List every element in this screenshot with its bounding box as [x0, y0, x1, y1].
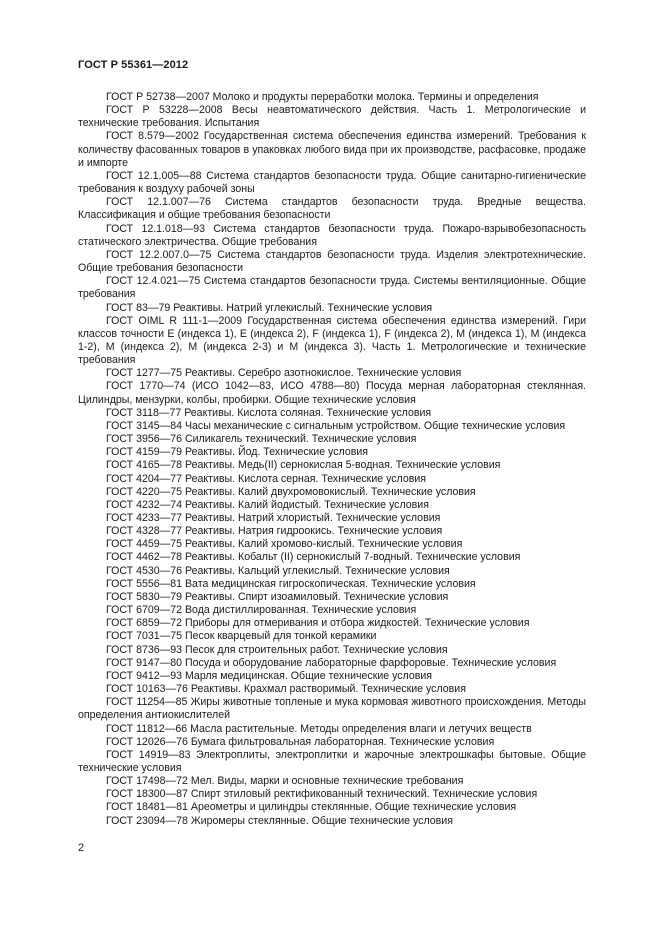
reference-entry: ГОСТ 18300—87 Спирт этиловый ректификованный технический. Технические условия — [106, 788, 538, 801]
reference-entry: ГОСТ 8.579—2002 Государственная система обеспечения единства измерений. Требования к количеству фасованных товаров в упаковках любого вида при их производстве, расфасовке, продаже и импорте — [78, 130, 586, 169]
reference-entry: ГОСТ 9147—80 Посуда и оборудование лабораторные фарфоровые. Технические условия — [106, 656, 557, 669]
reference-entry: ГОСТ 18481—81 Ареометры и цилиндры стеклянные. Общие технические условия — [106, 801, 517, 814]
reference-entry: ГОСТ 11812—66 Масла растительные. Методы определения влаги и летучих веществ — [106, 722, 532, 735]
reference-entry: ГОСТ 14919—83 Электроплиты, электроплитки и жарочные электрошкафы бытовые. Общие технические условия — [78, 748, 586, 774]
reference-entry: ГОСТ 4165—78 Реактивы. Медь(II) сернокислая 5-водная. Технические условия — [106, 459, 501, 472]
reference-entry: ГОСТ OIML R 111-1—2009 Государственная система обеспечения единства измерений. Гири классов точности E (индекса 1), E (индекса 2), F (индекса 1), F (индекса 2), M (индекса 1), M (индекса 1-2), M (индекса 2), M (индекса 2-3) и M (индекса 3). Часть 1. Метрологические и технические требования — [78, 314, 586, 367]
document-header: ГОСТ Р 55361—2012 — [78, 59, 189, 71]
reference-entry: ГОСТ 4459—75 Реактивы. Калий хромово-кислый. Технические условия — [106, 538, 463, 551]
reference-entry: ГОСТ 4462—78 Реактивы. Кобальт (II) сернокислый 7-водный. Технические условия — [106, 551, 521, 564]
reference-entry: ГОСТ Р 52738—2007 Молоко и продукты переработки молока. Термины и определения — [106, 91, 539, 103]
reference-entry: ГОСТ 4159—79 Реактивы. Йод. Технические условия — [106, 446, 369, 459]
reference-entry: ГОСТ 12026—76 Бумага фильтровальная лабораторная. Технические условия — [106, 735, 495, 748]
reference-entry: ГОСТ 4204—77 Реактивы. Кислота серная. Технические условия — [106, 472, 427, 485]
reference-entry: ГОСТ 12.1.018—93 Система стандартов безопасности труда. Пожаро-взрывобезопасность статического электричества. Общие требования — [78, 222, 586, 248]
reference-entry: ГОСТ 3118—77 Реактивы. Кислота соляная. Технические условия — [106, 406, 432, 419]
reference-entry: ГОСТ 9412—93 Марля медицинская. Общие технические условия — [106, 669, 433, 682]
reference-entry: ГОСТ 17498—72 Мел. Виды, марки и основные технические требования — [106, 775, 464, 788]
page-number: 2 — [78, 842, 85, 854]
reference-entry: ГОСТ 7031—75 Песок кварцевый для тонкой керамики — [106, 630, 377, 643]
reference-entry: ГОСТ 8736—93 Песок для строительных работ. Технические условия — [106, 643, 448, 656]
reference-entry: ГОСТ 6709—72 Вода дистиллированная. Технические условия — [106, 604, 417, 617]
reference-entry: ГОСТ 4232—74 Реактивы. Калий йодистый. Технические условия — [106, 498, 429, 511]
reference-entry: ГОСТ 4233—77 Реактивы. Натрий хлористый. Технические условия — [106, 512, 441, 524]
reference-entry: ГОСТ 83—79 Реактивы. Натрий углекислый. Технические условия — [106, 301, 433, 314]
reference-entry: ГОСТ 4530—76 Реактивы. Кальций углекислый. Технические условия — [106, 564, 450, 577]
reference-entry: ГОСТ 10163—76 Реактивы. Крахмал растворимый. Технические условия — [106, 683, 466, 696]
reference-entry: ГОСТ 23094—78 Жиромеры стеклянные. Общие технические условия — [106, 814, 453, 827]
reference-entry: ГОСТ 4328—77 Реактивы. Натрия гидроокись. Технические условия — [106, 525, 443, 538]
reference-entry: ГОСТ 3956—76 Силикагель технический. Технические условия — [106, 433, 417, 446]
reference-entry: ГОСТ 1277—75 Реактивы. Серебро азотнокислое. Технические условия — [106, 367, 462, 380]
reference-entry: ГОСТ 1770—74 (ИСО 1042—83, ИСО 4788—80) Посуда мерная лабораторная стеклянная. Цилиндры, мензурки, колбы, пробирки. Общие технические условия — [78, 380, 586, 406]
reference-entry: ГОСТ 12.1.007—76 Система стандартов безопасности труда. Вредные вещества. Классификация и общие требования безопасности — [78, 196, 586, 222]
reference-entry: ГОСТ 5830—79 Реактивы. Спирт изоамиловый. Технические условия — [106, 590, 449, 603]
reference-entry: ГОСТ 11254—85 Жиры животные топленые и мука кормовая животного происхождения. Методы определения антиокислителей — [78, 696, 586, 722]
reference-entry: ГОСТ 12.4.021—75 Система стандартов безопасности труда. Системы вентиляционные. Общие требования — [78, 275, 586, 301]
references-list — [78, 91, 586, 828]
reference-entry: ГОСТ 5556—81 Вата медицинская гигроскопическая. Технические условия — [106, 577, 476, 590]
reference-entry: ГОСТ 12.2.007.0—75 Система стандартов безопасности труда. Изделия электротехнические. Общие требования безопасности — [78, 248, 586, 275]
reference-entry: ГОСТ 3145—84 Часы механические с сигнальным устройством. Общие технические условия — [106, 419, 566, 432]
reference-entry: ГОСТ 12.1.005—88 Система стандартов безопасности труда. Общие санитарно-гигиенические требования к воздуху рабочей зоны — [78, 169, 586, 196]
reference-entry: ГОСТ 6859—72 Приборы для отмеривания и отбора жидкостей. Технические условия — [106, 617, 530, 630]
reference-entry: ГОСТ Р 53228—2008 Весы неавтоматического действия. Часть 1. Метрологические и технические требования. Испытания — [78, 104, 586, 130]
reference-entry: ГОСТ 4220—75 Реактивы. Калий двухромовокислый. Технические условия — [106, 485, 476, 498]
